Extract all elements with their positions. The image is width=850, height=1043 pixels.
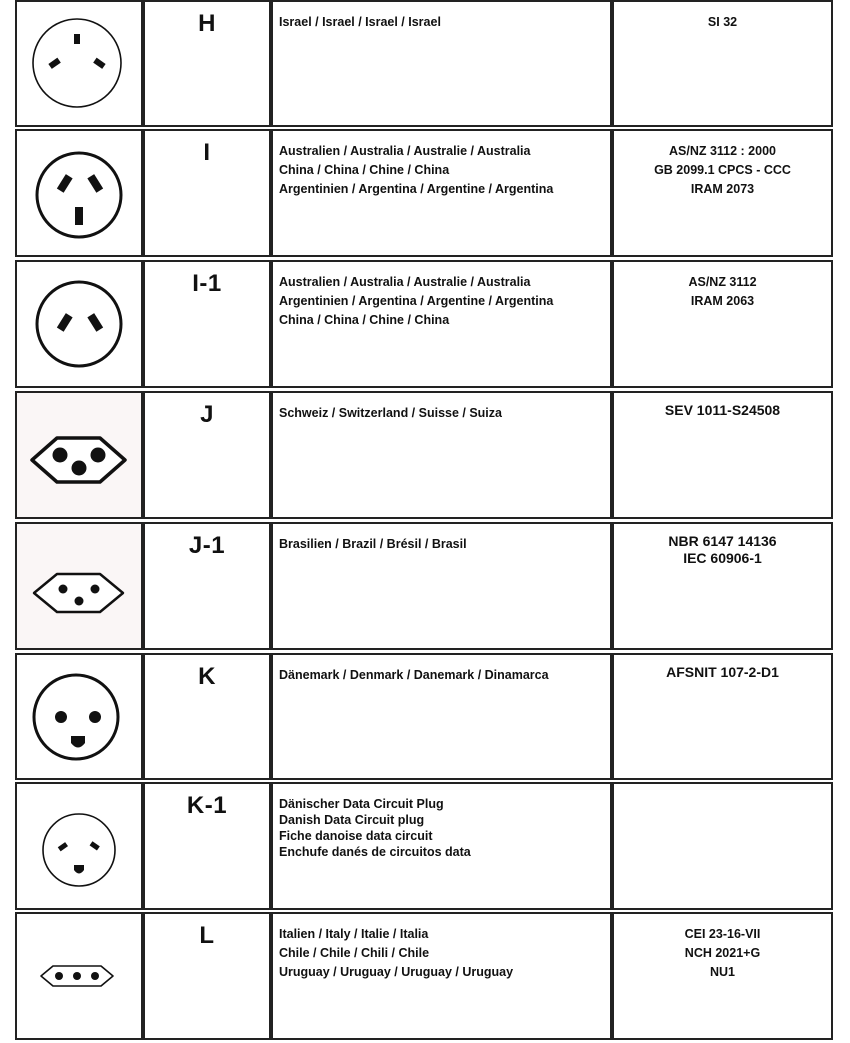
socket-type-i1-icon [17, 262, 141, 386]
type-cell [143, 782, 271, 910]
standard-cell [612, 653, 833, 780]
plug-type-label: L [199, 922, 215, 949]
socket-type-k1-icon [17, 784, 141, 908]
plug-type-label: H [198, 10, 216, 37]
country-line: Argentinien / Argentina / Argentine / Argentina [279, 182, 554, 196]
table-row [0, 522, 850, 650]
standard-line: NCH 2021+G [684, 946, 761, 960]
country-cell [271, 653, 612, 780]
country-line: China / China / Chine / China [279, 163, 450, 177]
country-line: Australien / Australia / Australie / Australia [279, 275, 531, 289]
table-row [0, 129, 850, 257]
standard-cell [612, 782, 833, 910]
table-row [0, 912, 850, 1040]
socket-type-l-icon [17, 914, 141, 1038]
standard-cell [612, 522, 833, 650]
standard-line: CEI 23-16-VII [684, 927, 761, 941]
standard-line: NU1 [709, 965, 735, 979]
country-cell [271, 782, 612, 910]
standard-cell [612, 912, 833, 1040]
country-line: Enchufe danés de circuitos data [279, 845, 471, 859]
plug-type-label: J-1 [188, 532, 226, 559]
standard-line: IRAM 2073 [690, 182, 755, 196]
table-row [0, 782, 850, 910]
standard-line: AS/NZ 3112 : 2000 [668, 144, 776, 158]
type-cell [143, 522, 271, 650]
table-row [0, 260, 850, 388]
country-cell [271, 129, 612, 257]
icon-cell [15, 912, 143, 1040]
plug-type-label: K-1 [186, 792, 228, 819]
country-cell [271, 260, 612, 388]
type-cell [143, 0, 271, 127]
icon-cell [15, 653, 143, 780]
plug-type-label: I-1 [192, 270, 222, 297]
icon-cell [15, 391, 143, 519]
country-line: Brasilien / Brazil / Brésil / Brasil [279, 537, 467, 551]
icon-cell [15, 129, 143, 257]
country-line: Schweiz / Switzerland / Suisse / Suiza [279, 406, 502, 420]
standard-line: AFSNIT 107-2-D1 [666, 664, 779, 680]
country-cell [271, 0, 612, 127]
standard-line: AS/NZ 3112 [688, 275, 757, 289]
icon-cell [15, 522, 143, 650]
standard-line: NBR 6147 14136 [668, 533, 777, 549]
country-line: Dänemark / Denmark / Danemark / Dinamarca [279, 668, 549, 682]
country-line: Danish Data Circuit plug [279, 813, 425, 827]
plug-type-label: J [200, 401, 214, 428]
standard-line: IRAM 2063 [690, 294, 755, 308]
type-cell [143, 391, 271, 519]
country-cell [271, 912, 612, 1040]
country-line: Uruguay / Uruguay / Uruguay / Uruguay [279, 965, 514, 979]
socket-type-j-icon [17, 393, 141, 517]
socket-type-k-icon [17, 655, 141, 778]
socket-type-h-icon [17, 2, 141, 125]
standard-line: SI 32 [707, 15, 738, 29]
type-cell [143, 260, 271, 388]
table-row [0, 0, 850, 127]
country-line: China / China / Chine / China [279, 313, 450, 327]
type-cell [143, 653, 271, 780]
standard-cell [612, 391, 833, 519]
country-line: Dänischer Data Circuit Plug [279, 797, 444, 811]
type-cell [143, 912, 271, 1040]
plug-type-label: I [203, 139, 211, 166]
icon-cell [15, 0, 143, 127]
standard-cell [612, 0, 833, 127]
country-line: Chile / Chile / Chili / Chile [279, 946, 430, 960]
standard-line: IEC 60906-1 [683, 550, 762, 566]
country-line: Italien / Italy / Italie / Italia [279, 927, 429, 941]
type-cell [143, 129, 271, 257]
standard-line: SEV 1011-S24508 [664, 402, 781, 418]
icon-cell [15, 782, 143, 910]
country-line: Australien / Australia / Australie / Australia [279, 144, 531, 158]
country-line: Argentinien / Argentina / Argentine / Argentina [279, 294, 554, 308]
standard-cell [612, 129, 833, 257]
table-row [0, 653, 850, 780]
standard-cell [612, 260, 833, 388]
country-cell [271, 391, 612, 519]
country-line: Israel / Israel / Israel / Israel [279, 15, 441, 29]
plug-type-label: K [198, 663, 216, 690]
socket-type-i-icon [17, 131, 141, 255]
icon-cell [15, 260, 143, 388]
socket-type-j1-icon [17, 524, 141, 648]
country-cell [271, 522, 612, 650]
country-line: Fiche danoise data circuit [279, 829, 433, 843]
table-row [0, 391, 850, 519]
standard-line: GB 2099.1 CPCS - CCC [654, 163, 791, 177]
